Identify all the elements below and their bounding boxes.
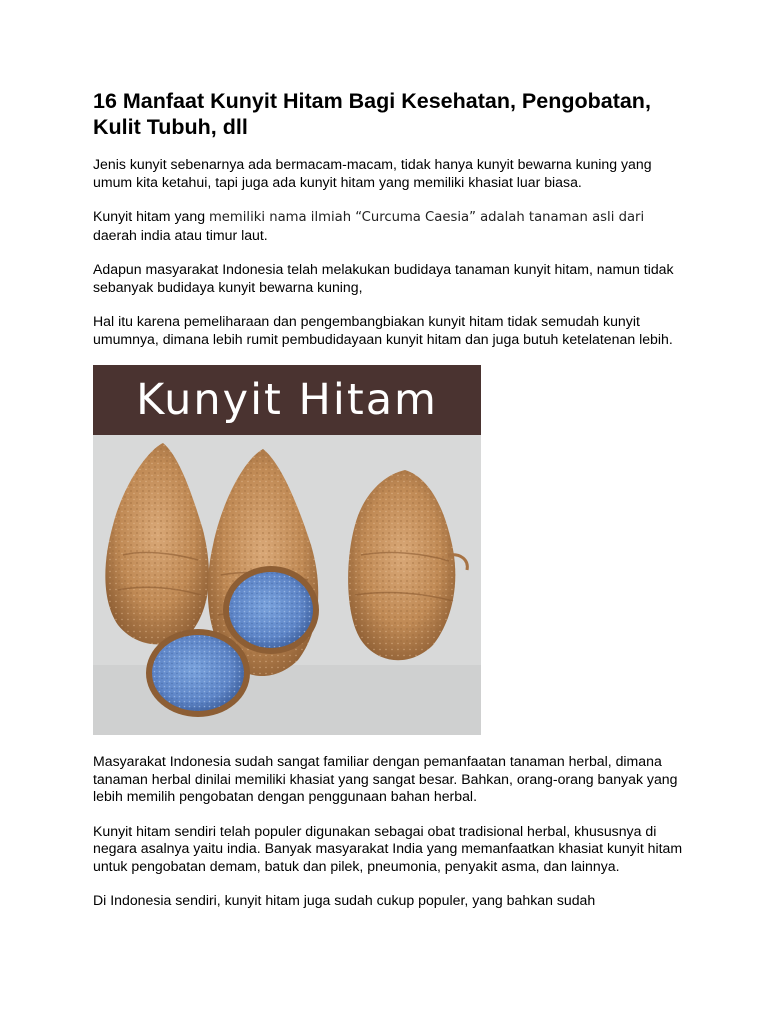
paragraph-scientific-name-end: daerah india atau timur laut. [93,226,268,243]
paragraph-difficulty: Hal itu karena pemeliharaan dan pengembangbiakan kunyit hitam tidak semudah kunyit umumnya, dimana lebih rumit pembudidayaan kunyit hitam dan juga butuh ketelatenan lebih. [93,313,673,347]
photo-banner-text: Kunyit Hitam [136,375,438,425]
cut-slice-lower [146,629,250,717]
article [93,88,683,927]
paragraph-scientific-name [93,208,683,244]
cut-slice-upper [223,566,319,654]
black-turmeric-photo [93,365,481,735]
paragraph-indonesia-popularity: Di Indonesia sendiri, kunyit hitam juga sudah cukup populer, yang bahkan sudah [93,892,596,908]
paragraph-herbal-familiarity: Masyarakat Indonesia sudah sangat familiar dengan pemanfaatan tanaman herbal, dimana tanaman herbal dinilai memiliki khasiat yang sangat besar. Bahkan, orang-orang banyak yang lebih memilih pengobatan dengan penggunaan bahan herbal. [93,753,678,804]
paragraph-scientific-name-alt: memiliki nama ilmiah “Curcuma Caesia” adalah tanaman asli dari [208,210,645,225]
paragraph-scientific-name-start: Kunyit hitam yang [93,208,209,224]
article-title: 16 Manfaat Kunyit Hitam Bagi Kesehatan, Pengobatan, Kulit Tubuh, dll [93,89,651,139]
rhizome-illustration [93,435,481,735]
paragraph-intro: Jenis kunyit sebenarnya ada bermacam-macam, tidak hanya kunyit bewarna kuning yang umum kita ketahui, tapi juga ada kunyit hitam yang memiliki khasiat luar biasa. [93,156,652,190]
photo-banner [93,365,481,435]
paragraph-cultivation: Adapun masyarakat Indonesia telah melakukan budidaya tanaman kunyit hitam, namun tidak sebanyak budidaya kunyit bewarna kuning, [93,261,674,295]
paragraph-india-usage: Kunyit hitam sendiri telah populer digunakan sebagai obat tradisional herbal, khususnya di negara asalnya yaitu india. Banyak masyarakat India yang memanfaatkan khasiat kunyit hitam untuk pengobatan demam, batuk dan pilek, pneumonia, penyakit asma, dan lainnya. [93,822,683,874]
